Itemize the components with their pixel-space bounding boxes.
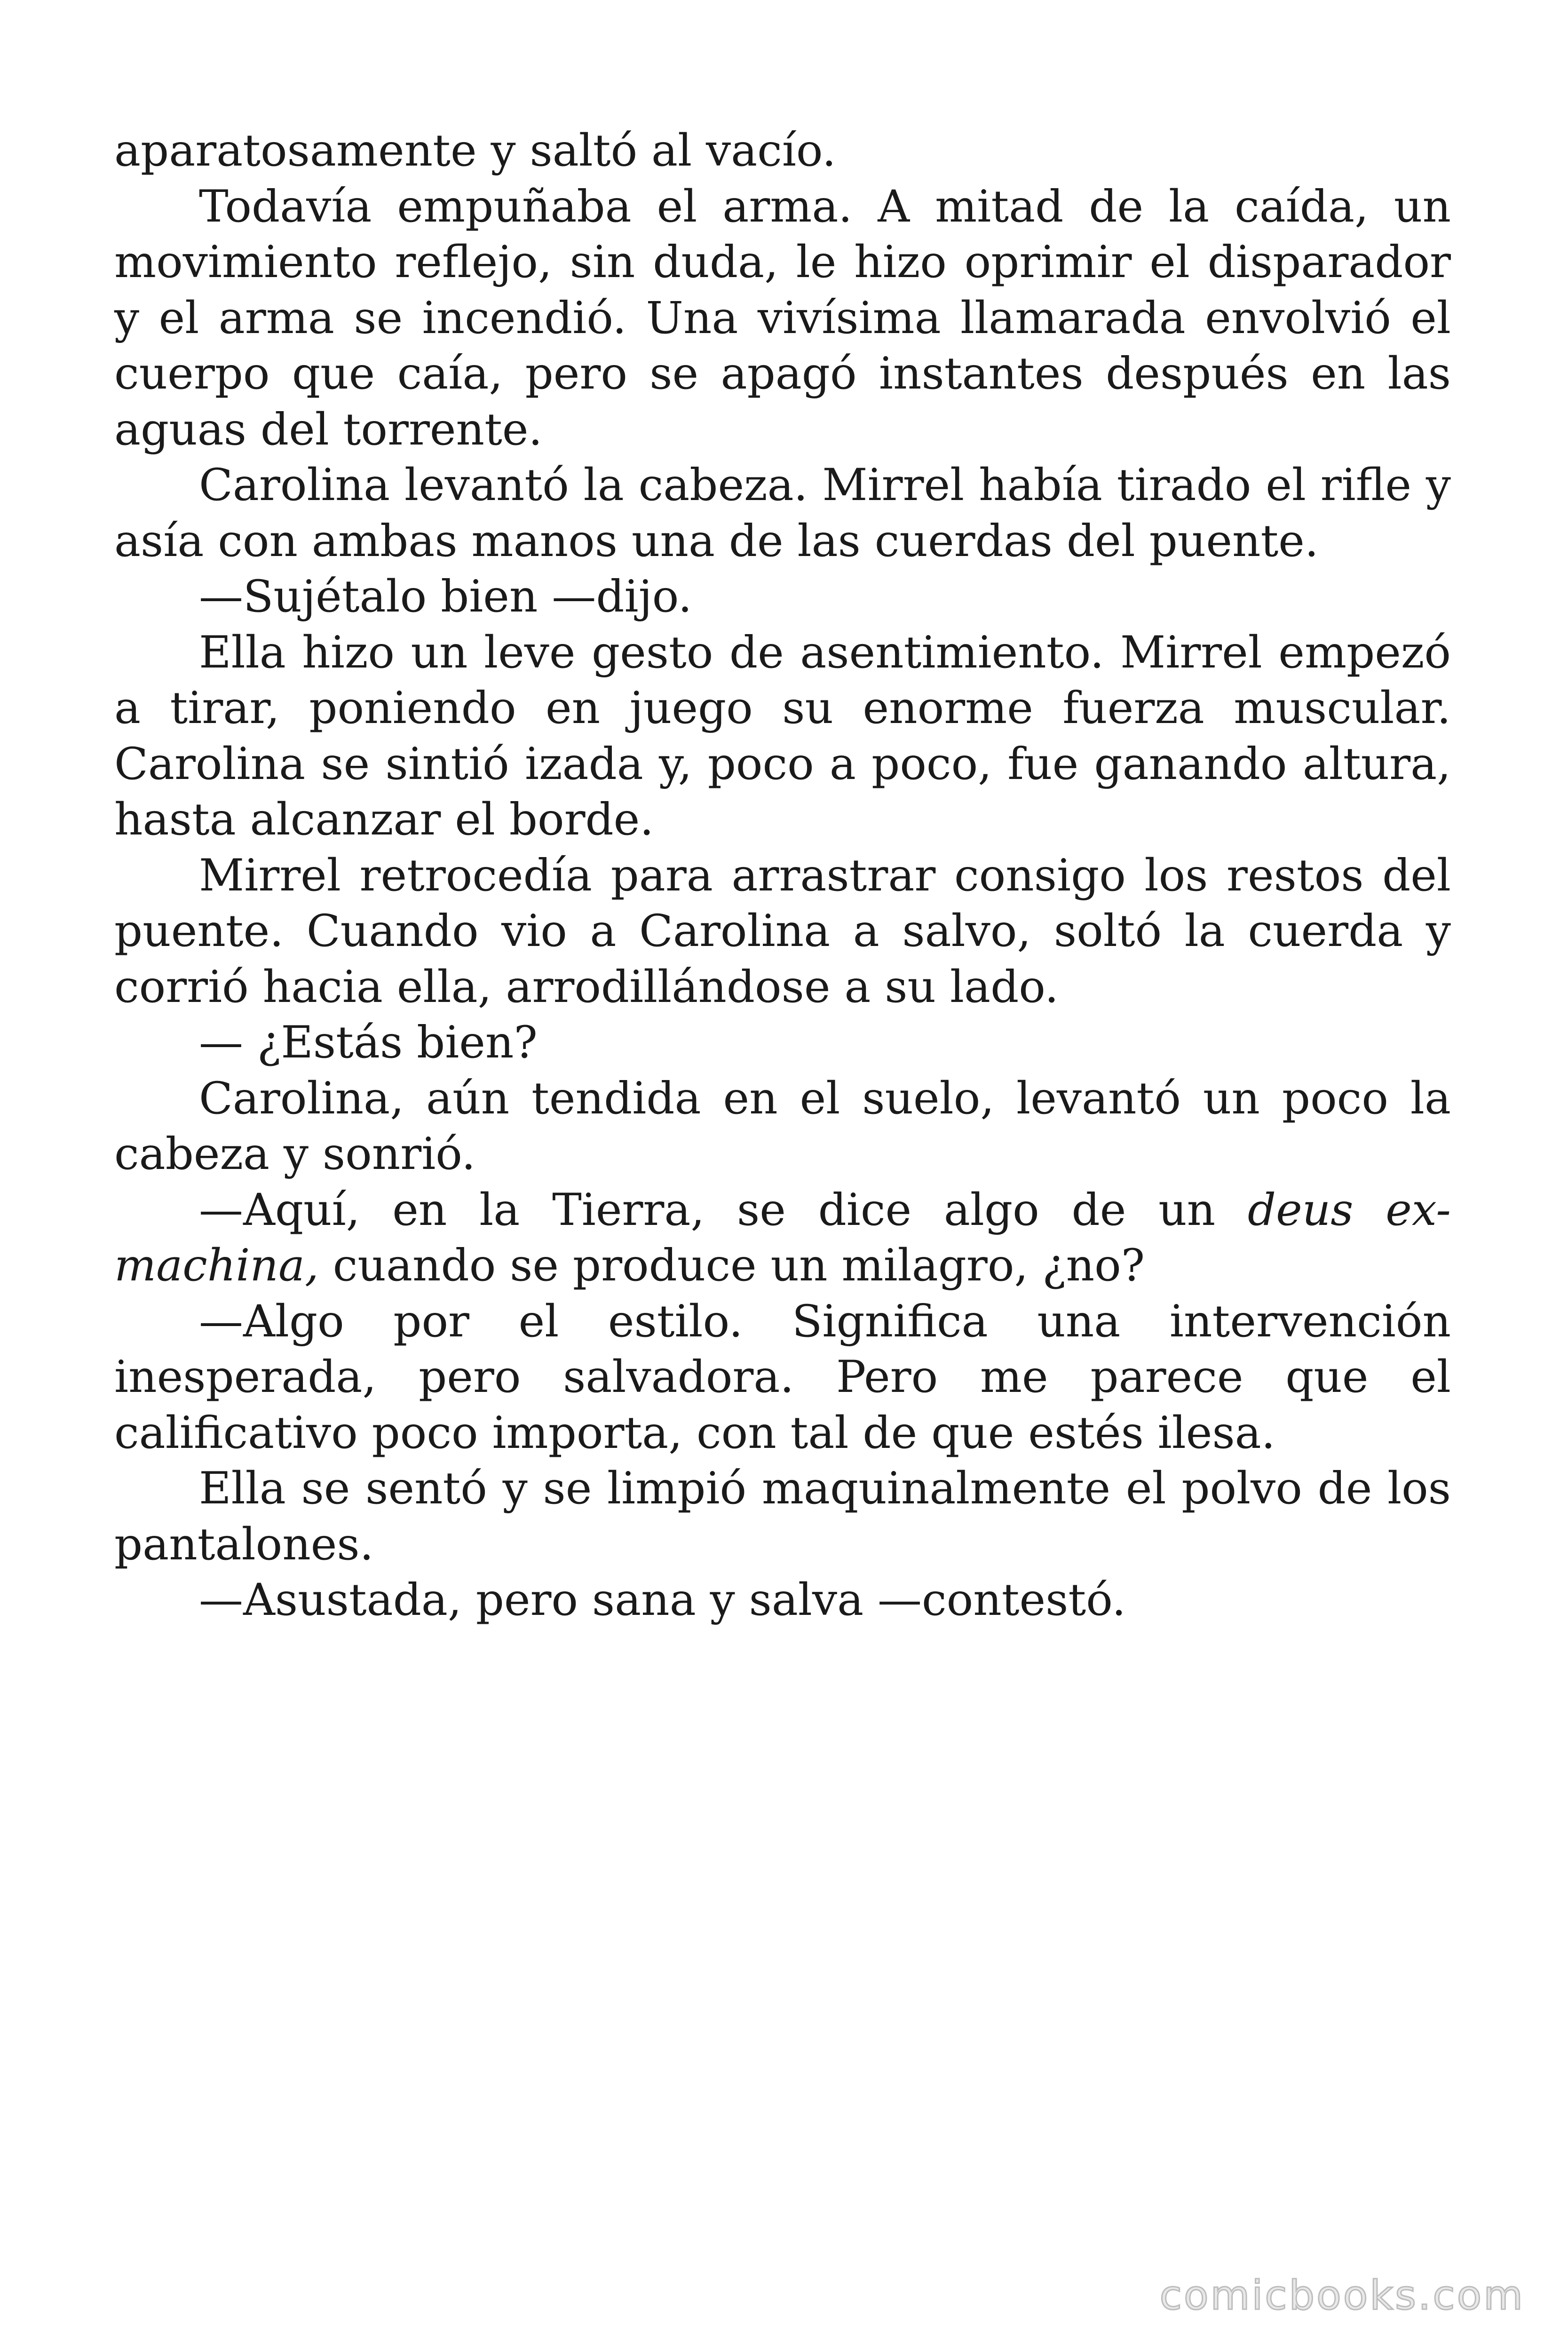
paragraph-9-italic-phrase: deus ex-machina,: [114, 1184, 1451, 1291]
paragraph-2: Todavía empuñaba el arma. A mitad de la caída, un movimiento reflejo, sin duda, le hizo oprimir el disparador y el arma se incendió. Una vivísima llamarada envolvió el cuerpo que caía, pero se apagó instantes después en las aguas del torrente.: [114, 181, 1451, 455]
paragraph-1: aparatosamente y saltó al vacío.: [114, 125, 836, 176]
paragraph-9: [114, 1183, 1451, 1294]
body-text: [114, 123, 1451, 1629]
paragraph-12: —Asustada, pero sana y salva —contestó.: [199, 1574, 1126, 1626]
paragraph-8: Carolina, aún tendida en el suelo, levantó un poco la cabeza y sonrió.: [114, 1073, 1451, 1180]
paragraph-4: —Sujétalo bien —dijo.: [199, 571, 692, 622]
paragraph-6: Mirrel retrocedía para arrastrar consigo los restos del puente. Cuando vio a Carolina a salvo, soltó la cuerda y corrió hacia ella, arrodillándose a su lado.: [114, 850, 1451, 1013]
paragraph-9-part-3: cuando se produce un milagro, ¿no?: [318, 1240, 1145, 1291]
paragraph-3: Carolina levantó la cabeza. Mirrel había tirado el rifle y asía con ambas manos una de las cuerdas del puente.: [114, 460, 1451, 567]
paragraph-10: —Algo por el estilo. Significa una intervención inesperada, pero salvadora. Pero me parece que el calificativo poco importa, con tal de que estés ilesa.: [114, 1295, 1451, 1459]
paragraph-11: Ella se sentó y se limpió maquinalmente el polvo de los pantalones.: [114, 1463, 1451, 1570]
paragraph-7: — ¿Estás bien?: [199, 1017, 538, 1068]
paragraph-9-part-1: —Aquí, en la Tierra, se dice algo de un: [199, 1184, 1248, 1236]
paragraph-5: Ella hizo un leve gesto de asentimiento. Mirrel empezó a tirar, poniendo en juego su enorme fuerza muscular. Carolina se sintió izada y, poco a poco, fue ganando altura, hasta alcanzar el borde.: [114, 627, 1451, 845]
watermark: comicbooks.com: [1159, 2272, 1525, 2319]
